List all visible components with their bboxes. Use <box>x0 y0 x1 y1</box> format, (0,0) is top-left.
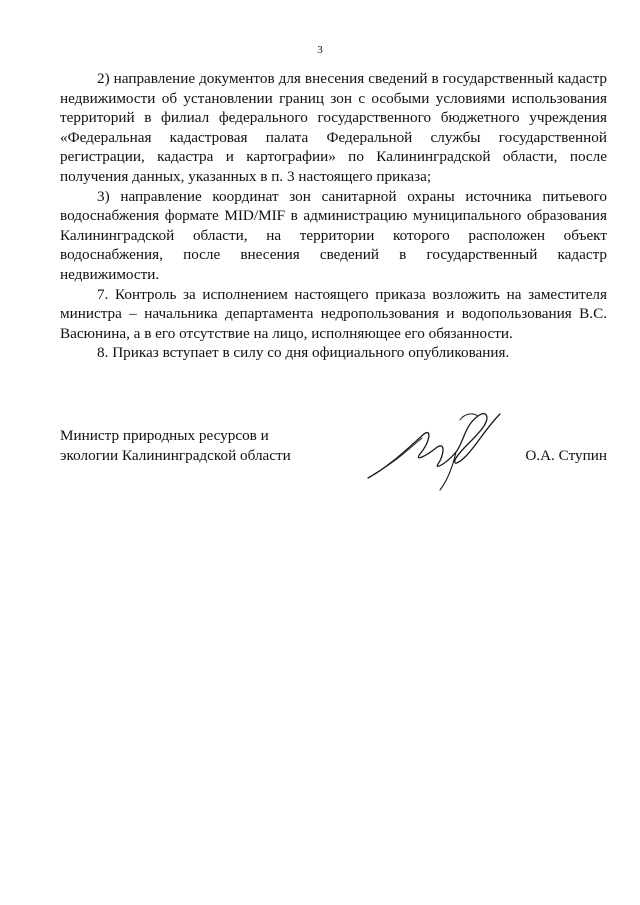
signature-block <box>60 426 607 496</box>
signer-title-line1: Министр природных ресурсов и <box>60 427 269 444</box>
paragraph-clause-8: 8. Приказ вступает в силу со дня официального опубликования. <box>97 344 510 362</box>
paragraph-item-2: 2) направление документов для внесения сведений в государственный кадастр недвижимости об установлении границ зон с особыми условиями использования территорий в филиал федерального государственного бюджетного учреждения «Федеральная кадастровая палата Федеральной службы государственной регистрации, кадастра и картографии» по Калининградской области, после получения данных, указанных в п. 3 настоящего приказа; <box>60 70 607 185</box>
signer-title-line2: экологии Калининградской области <box>60 447 291 464</box>
handwritten-signature <box>360 404 525 494</box>
paragraph-clause-7: 7. Контроль за исполнением настоящего приказа возложить на заместителя министра – начальника департамента недропользования и водопользования В.С. Васюнина, а в его отсутствие на лицо, исполняющее его обязанности. <box>60 285 607 342</box>
signer-name: О.А. Ступин <box>525 447 607 464</box>
signer-title <box>60 426 291 466</box>
paragraph-item-3: 3) направление координат зон санитарной охраны источника питьевого водоснабжения формате MID/MIF в администрацию муниципального образования Калининградской области, на территории которого расположен объект водоснабжения, после внесения сведений в государственный кадастр недвижимости. <box>60 187 607 283</box>
document-body <box>60 69 607 363</box>
page-number: 3 <box>317 44 323 56</box>
